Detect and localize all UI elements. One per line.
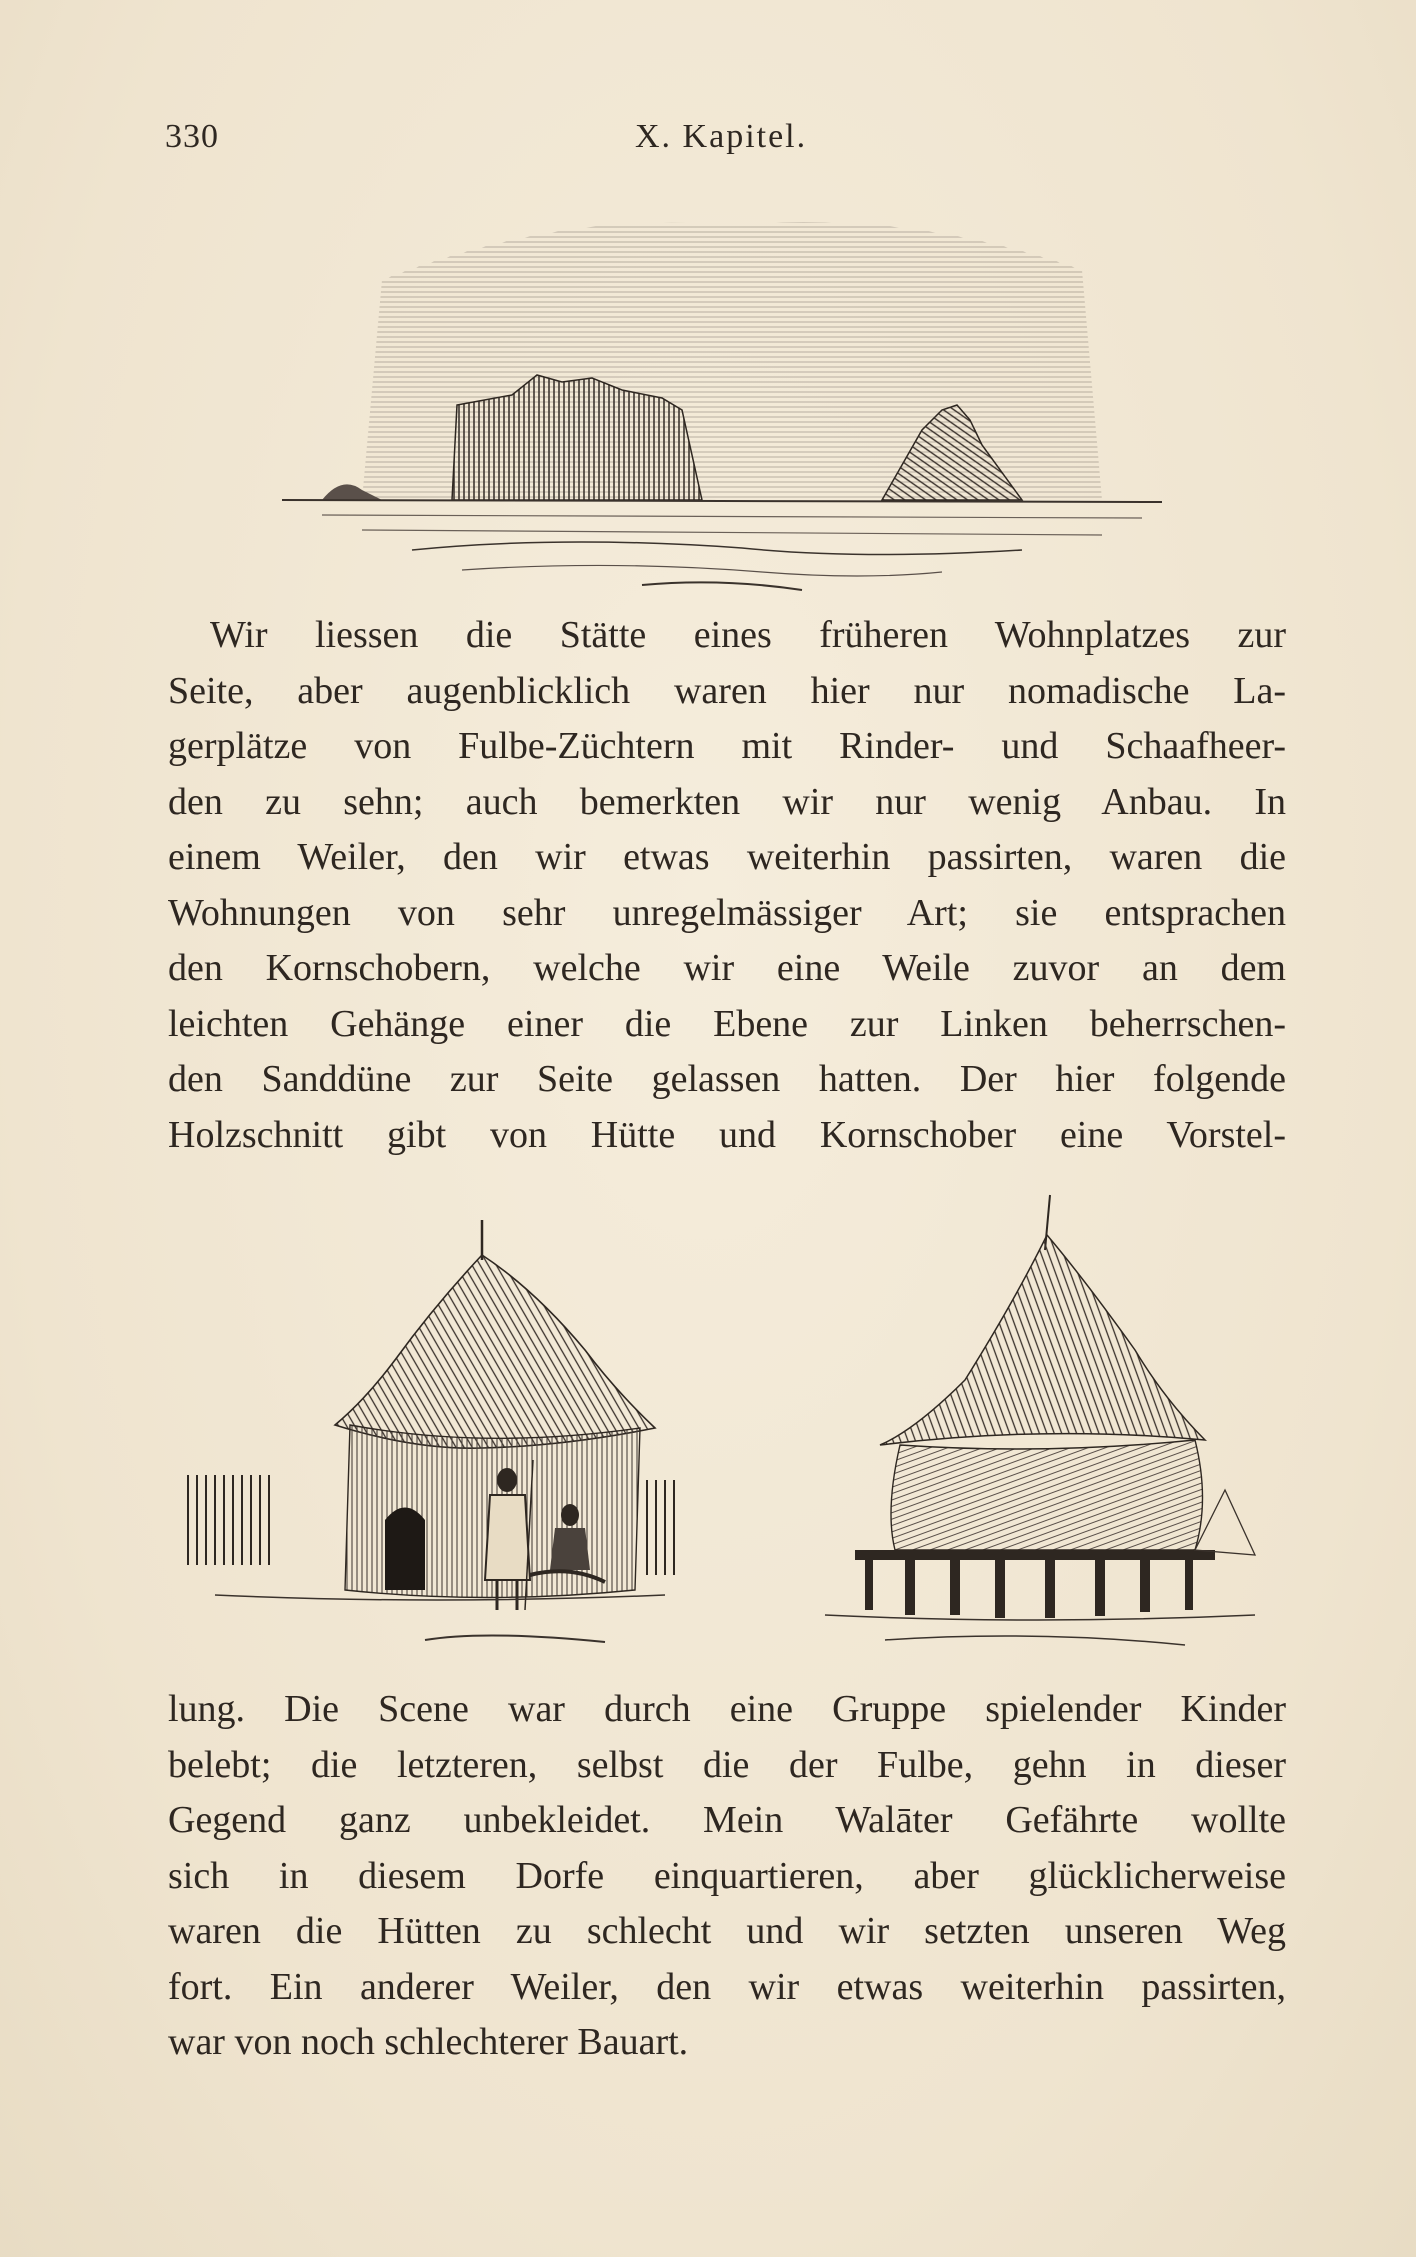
text-line: war von noch schlechterer Bauart. bbox=[168, 2021, 689, 2063]
landscape-engraving-icon bbox=[262, 200, 1192, 600]
text-line: gerplätze von Fulbe-Züchtern mit Rinder- und Schaafheer- bbox=[168, 725, 1286, 767]
text-line: Wir liessen die Stätte eines früheren Wohnplatzes zur bbox=[210, 614, 1286, 656]
text-line: lung. Die Scene war durch eine Gruppe spielender Kinder bbox=[168, 1688, 1286, 1730]
paragraph-2 bbox=[168, 1682, 1286, 2071]
landscape-engraving bbox=[262, 200, 1192, 600]
text-line: Gegend ganz unbekleidet. Mein Walāter Gefährte wollte bbox=[168, 1799, 1286, 1841]
page-header bbox=[165, 118, 1285, 168]
hut-engraving-icon bbox=[185, 1210, 690, 1670]
granary-engraving bbox=[805, 1190, 1265, 1665]
text-line: den Kornschobern, welche wir eine Weile zuvor an dem bbox=[168, 947, 1286, 989]
text-line: den zu sehn; auch bemerkten wir nur wenig Anbau. In bbox=[168, 780, 1286, 823]
text-line: fort. Ein anderer Weiler, den wir etwas weiterhin passirten, bbox=[168, 1965, 1286, 2008]
text-line: leichten Gehänge einer die Ebene zur Linken beherrschen- bbox=[168, 1002, 1286, 1045]
text-line: sich in diesem Dorfe einquartieren, aber glücklicherweise bbox=[168, 1854, 1286, 1897]
paragraph-1 bbox=[168, 608, 1286, 1163]
text-line: belebt; die letzteren, selbst die der Fulbe, gehn in dieser bbox=[168, 1743, 1286, 1786]
text-line: Seite, aber augenblicklich waren hier nur nomadische La- bbox=[168, 669, 1286, 712]
hut-engraving bbox=[185, 1210, 690, 1670]
text-line: einem Weiler, den wir etwas weiterhin passirten, waren die bbox=[168, 836, 1286, 878]
text-line: Holzschnitt gibt von Hütte und Kornschober eine Vorstel- bbox=[168, 1113, 1286, 1156]
running-head: X. Kapitel. bbox=[635, 118, 808, 155]
page-number: 330 bbox=[165, 118, 219, 155]
text-line: waren die Hütten zu schlecht und wir setzten unseren Weg bbox=[168, 1910, 1286, 1952]
granary-engraving-icon bbox=[805, 1190, 1265, 1665]
text-line: Wohnungen von sehr unregelmässiger Art; sie entsprachen bbox=[168, 891, 1286, 934]
text-line: den Sanddüne zur Seite gelassen hatten. Der hier folgende bbox=[168, 1058, 1286, 1100]
